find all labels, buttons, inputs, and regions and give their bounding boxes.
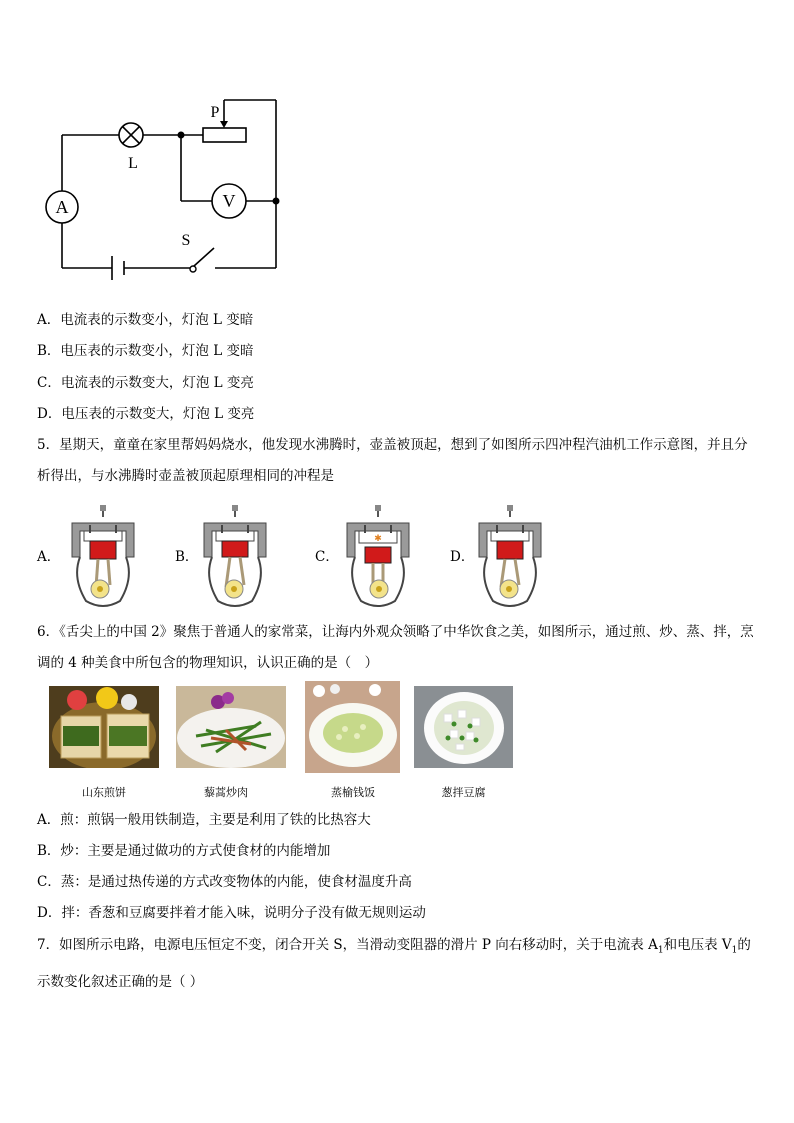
q6-option-a: A．煎：煎锅一般用铁制造，主要是利用了铁的比热容大 xyxy=(37,812,371,828)
food-photo-jianbing xyxy=(49,686,159,768)
q6-text: 6．《舌尖上的中国 2》聚焦于普通人的家常菜，让海内外观众领略了中华饮食之美，如图所示，通过煎、炒、蒸、拌，烹调的 4 种美食中所包含的物理知识，认识正确的是（ ） xyxy=(37,624,754,671)
q4-option-a: A．电流表的示数变小，灯泡 L 变暗 xyxy=(37,312,254,328)
q7-text-part1: 7．如图所示电路，电源电压恒定不变，闭合开关 S，当滑动变阻器的滑片 P 向右移动时，关于电流表 A xyxy=(37,937,658,953)
ammeter-label: A xyxy=(55,197,69,217)
food-caption-1: 山东煎饼 xyxy=(82,786,126,799)
q7-text-part3: 的示数变化叙述正确的是（ ） xyxy=(37,937,751,990)
svg-text:✱: ✱ xyxy=(374,534,382,544)
q7-sub-v: 1 xyxy=(731,945,738,956)
food-caption-3: 蒸榆钱饭 xyxy=(331,786,375,799)
engine-diagram-a xyxy=(68,503,138,611)
circuit-diagram xyxy=(40,90,290,285)
q6-option-b: B．炒：主要是通过做功的方式使食材的内能增加 xyxy=(37,843,331,859)
q4-option-b: B．电压表的示数变小，灯泡 L 变暗 xyxy=(37,343,254,359)
q6-option-d: D．拌：香葱和豆腐要拌着才能入味，说明分子没有做无规则运动 xyxy=(37,905,426,921)
q6-option-c: C．蒸：是通过热传递的方式改变物体的内能，使食材温度升高 xyxy=(37,874,412,890)
lamp-label: L xyxy=(128,155,138,172)
slider-label: P xyxy=(210,104,220,121)
q7-text xyxy=(37,930,757,998)
switch-label: S xyxy=(181,232,191,249)
q4-option-c: C．电流表的示数变大，灯泡 L 变亮 xyxy=(37,375,254,391)
food-photo-steamed-rice xyxy=(305,681,400,773)
engine-diagram-c xyxy=(343,503,413,611)
voltmeter-label: V xyxy=(222,191,236,211)
q5-option-d-label: D． xyxy=(450,549,475,565)
food-caption-4: 葱拌豆腐 xyxy=(441,786,486,799)
q5-option-a-label: A． xyxy=(37,549,61,565)
q4-option-d: D．电压表的示数变大，灯泡 L 变亮 xyxy=(37,406,255,422)
engine-diagram-b xyxy=(200,503,270,611)
food-photo-stirfry xyxy=(176,686,286,768)
engine-diagram-d xyxy=(475,503,545,611)
q5-text: 5．星期天，童童在家里帮妈妈烧水，他发现水沸腾时，壶盖被顶起，想到了如图所示四冲程汽油机工作示意图，并且分析得出，与水沸腾时壶盖被顶起原理相同的冲程是 xyxy=(37,437,748,484)
q5-option-b-label: B． xyxy=(175,549,199,565)
q7-sub-a: 1 xyxy=(657,945,664,956)
food-caption-2: 藜蒿炒肉 xyxy=(204,786,248,799)
food-photo-tofu xyxy=(414,686,513,768)
q5-option-c-label: C． xyxy=(315,549,339,565)
q7-text-part2: 和电压表 V xyxy=(663,937,732,953)
